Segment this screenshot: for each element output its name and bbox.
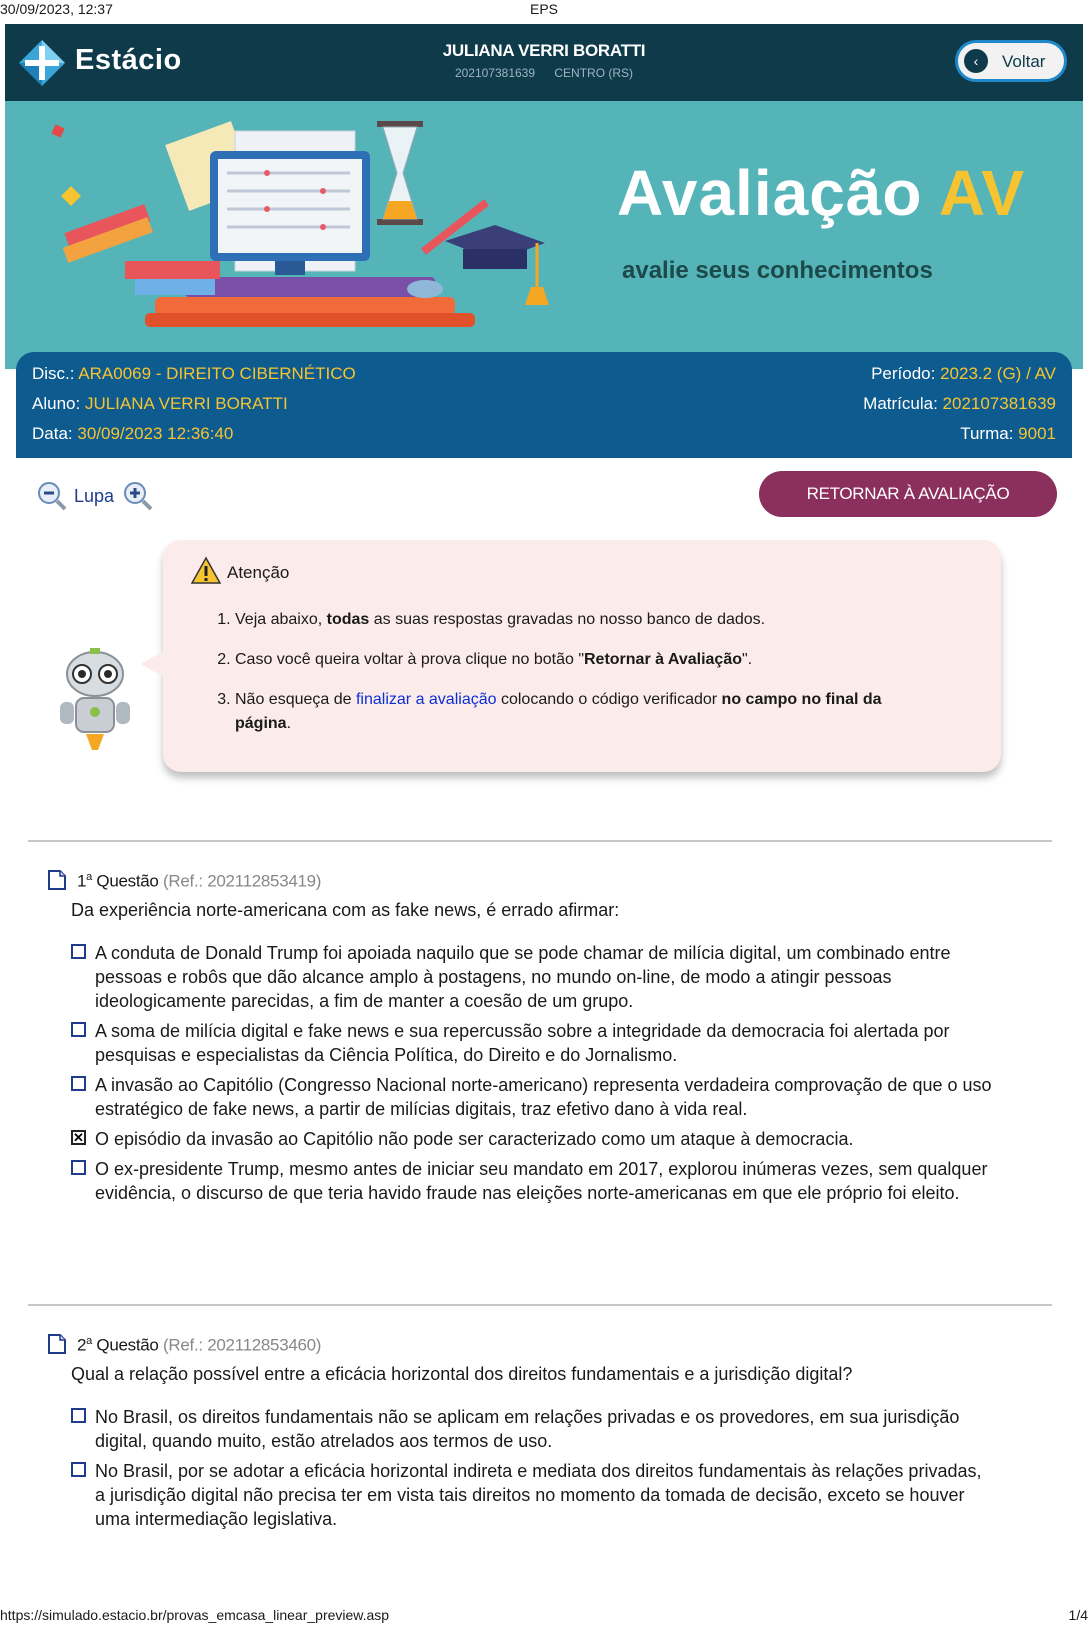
user-block — [5, 41, 1083, 80]
question-prompt: Da experiência norte-americana com as fake news, é errado afirmar: — [71, 900, 620, 920]
divider — [28, 840, 1052, 842]
return-to-exam-button[interactable]: RETORNAR À AVALIAÇÃO — [759, 471, 1057, 517]
checkbox[interactable] — [71, 1076, 86, 1091]
options — [48, 941, 1048, 1205]
logo-text: Estácio — [75, 44, 182, 76]
back-button[interactable] — [955, 40, 1067, 82]
campus: CENTRO (RS) — [554, 66, 634, 80]
exam-info-bar — [16, 352, 1072, 458]
zoom-in-icon[interactable] — [122, 480, 154, 512]
matricula-value: 202107381639 — [942, 394, 1056, 413]
periodo-value: 2023.2 (G) / AV — [940, 364, 1056, 383]
attention-list — [215, 608, 935, 752]
turma-label: Turma: — [960, 424, 1014, 443]
exam-illustration — [5, 101, 565, 369]
option-d: ✕ O episódio da invasão ao Capitólio não pode ser caracterizado como um ataque à democracia. — [48, 1127, 995, 1151]
banner-subtitle: avalie seus conhecimentos — [622, 257, 933, 284]
options — [48, 1405, 1048, 1531]
print-url: https://simulado.estacio.br/provas_emcasa_linear_preview.asp — [0, 1607, 390, 1623]
option-e: O ex-presidente Trump, mesmo antes de iniciar seu mandato em 2017, explorou inúmeras vezes, sem qualquer evidência, o discurso de que teria havido fraude nas eleições norte-americanas em que ele próprio foi eleito. — [48, 1157, 995, 1205]
checkbox[interactable] — [71, 1022, 86, 1037]
banner-title-main: Avaliação — [617, 157, 923, 229]
question-header: 2$^a$ Questão (Ref.: 202112853460) — [48, 1332, 1048, 1358]
robot-mascot-icon — [52, 646, 138, 756]
attention-pointer — [141, 650, 165, 678]
print-footer — [0, 1604, 1088, 1626]
data-value: 30/09/2023 12:36:40 — [77, 424, 234, 443]
matricula-label: Matrícula: — [863, 394, 938, 413]
banner-title-accent: AV — [938, 157, 1026, 229]
disc-value: ARA0069 - DIREITO CIBERNÉTICO — [78, 364, 356, 383]
banner — [5, 101, 1083, 369]
back-button-label: Voltar — [1002, 52, 1046, 71]
checkbox[interactable] — [71, 1160, 86, 1175]
checkbox[interactable] — [71, 1462, 86, 1477]
banner-title — [617, 156, 1025, 230]
option-c: A invasão ao Capitólio (Congresso Nacional norte-americano) representa verdadeira comprovação de que o uso estratégico de fake news, a partir de milícias digitais, traz efetivo dano à vida real. — [48, 1073, 995, 1121]
data-label: Data: — [32, 424, 73, 443]
finalize-link[interactable]: finalizar a avaliação — [355, 691, 497, 708]
chevron-left-icon: ‹ — [964, 49, 988, 73]
option-a: A conduta de Donald Trump foi apoiada naquilo que se pode chamar de milícia digital, um combinado entre pessoas e robôs que dão alcance amplo à postagens, no mundo on-line, de modo a atingir pessoas ideologicamente parecidas, a fim de manter a coesão de um grupo. — [48, 941, 995, 1013]
user-sub — [5, 66, 1083, 80]
question-prompt: Qual a relação possível entre a eficácia horizontal dos direitos fundamentais e a jurisdição digital? — [71, 1364, 853, 1384]
aluno-label: Aluno: — [32, 394, 81, 413]
attention-item-2: 2. Caso você queira voltar à prova clique no botão "Retornar à Avaliação". — [235, 648, 935, 672]
aluno-value: JULIANA VERRI BORATTI — [84, 394, 288, 413]
question-1 — [48, 868, 1048, 1211]
divider — [28, 1304, 1052, 1306]
print-title: EPS — [529, 1, 558, 17]
question-ref: (Ref.: 202112853460) — [163, 1335, 322, 1355]
question-header: 1$^a$ Questão (Ref.: 202112853419) — [48, 868, 1048, 894]
checkbox[interactable] — [71, 1408, 86, 1423]
top-bar — [5, 24, 1083, 101]
question-ref: (Ref.: 202112853419) — [163, 871, 322, 891]
periodo-label: Período: — [871, 364, 936, 383]
print-header — [0, 0, 1088, 22]
print-page-number: 1/4 — [1068, 1607, 1088, 1623]
document-icon — [48, 870, 66, 890]
turma-value: 9001 — [1018, 424, 1056, 443]
option-a: No Brasil, os direitos fundamentais não se aplicam em relações privadas e os provedores, em sua jurisdição digital, quando muito, estão atrelados aos termos de uso. — [48, 1405, 995, 1453]
print-datetime: 30/09/2023, 12:37 — [0, 1, 113, 17]
option-b: No Brasil, por se adotar a eficácia horizontal indireta e mediata dos direitos fundamentais às relações privadas, a jurisdição digital não precisa ter em vista tais direitos no momento da tomada de decisão, exceto se houver uma intermediação legislativa. — [48, 1459, 995, 1531]
zoom-out-icon[interactable] — [36, 480, 68, 512]
user-name: JULIANA VERRI BORATTI — [442, 41, 646, 60]
lupa-label: Lupa — [74, 486, 115, 506]
document-icon — [48, 1334, 66, 1354]
disc-label: Disc.: — [32, 364, 75, 383]
attention-item-3: 3. Não esqueça de finalizar a avaliação colocando o código verificador no campo no final da página. — [235, 688, 935, 736]
attention-item-1: 1. Veja abaixo, todas as suas respostas gravadas no nosso banco de dados. — [235, 608, 935, 632]
checkbox-checked[interactable]: ✕ — [71, 1130, 86, 1145]
option-b: A soma de milícia digital e fake news e sua repercussão sobre a integridade da democracia foi alertada por pesquisas e especialistas da Ciência Política, do Direito e do Jornalismo. — [48, 1019, 995, 1067]
user-id: 202107381639 — [454, 66, 536, 80]
question-2 — [48, 1332, 1048, 1537]
warning-icon — [191, 556, 221, 586]
attention-box: Atenção 1. Veja abaixo, todas as suas respostas gravadas no nosso banco de dados. 2. Caso você queira voltar à prova clique no botão "Retornar à Avaliação". 3. Não esqueça de finalizar a avaliação colocando o código verificador no campo no final da página. — [163, 540, 1001, 772]
checkbox[interactable] — [71, 944, 86, 959]
